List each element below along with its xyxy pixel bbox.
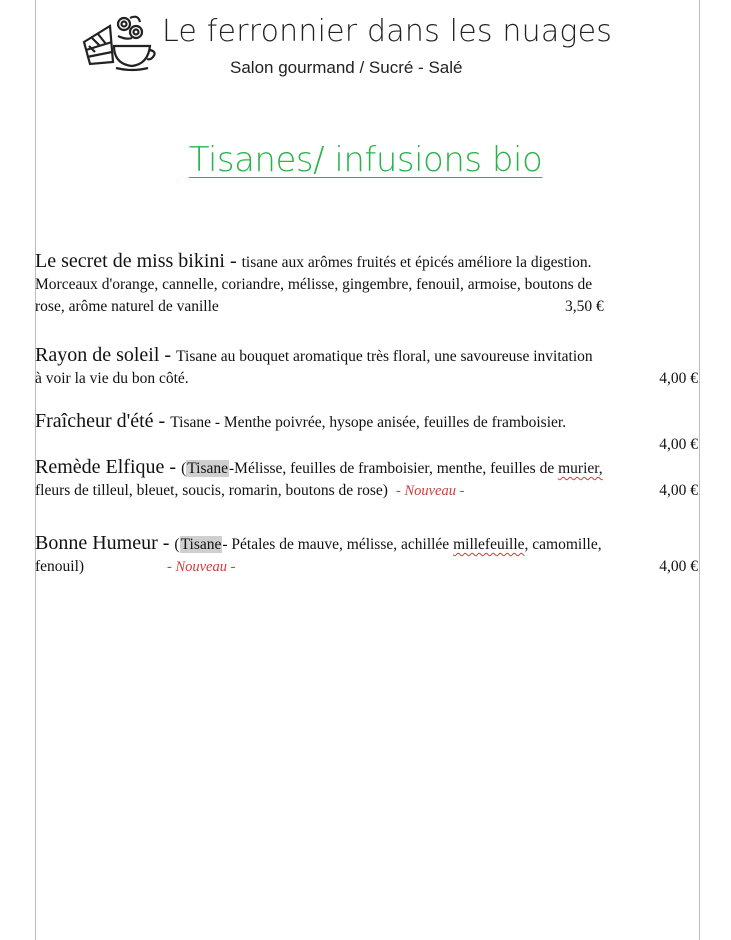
tagline: Salon gourmand / Sucré - Salé	[230, 58, 463, 77]
item-name: Le secret de miss bikini -	[35, 250, 242, 272]
paren: (	[181, 460, 187, 477]
item-description: - Pétales de mauve, mélisse, achillée	[222, 536, 454, 553]
item-price: 4,00 €	[659, 436, 698, 453]
item-type: Tisane	[187, 460, 229, 477]
item-type: Tisane	[180, 536, 222, 553]
brand-name: Le ferronnier dans les nuages	[162, 14, 613, 49]
item-name: Fraîcheur d'été -	[35, 410, 171, 432]
paren: (	[174, 536, 180, 553]
item-description: tisane aux arômes fruités et épicés améliore la digestion.	[241, 254, 592, 271]
item-price: 4,00 €	[659, 482, 698, 499]
misspelled-word: murier,	[558, 460, 603, 477]
item-price: 4,00 €	[659, 558, 698, 575]
item-description: Tisane - Menthe poivrée, hysope anisée, feuilles de framboisier.	[170, 414, 567, 431]
item-price: 3,50 €	[565, 298, 604, 315]
new-badge: - Nouveau -	[395, 483, 465, 499]
section-title: Tisanes/ infusions bio	[188, 140, 543, 180]
item-price: 4,00 €	[659, 370, 698, 387]
menu-item	[35, 456, 698, 502]
item-description: fleurs de tilleul, bleuet, soucis, romarin, boutons de rose)	[35, 482, 388, 499]
menu-item	[35, 344, 698, 390]
item-name: Bonne Humeur -	[35, 532, 175, 554]
new-badge: - Nouveau -	[167, 559, 236, 575]
teapot-cake-logo-icon	[80, 12, 156, 74]
item-description: , camomille,	[524, 536, 602, 553]
header	[80, 12, 620, 82]
item-description: Morceaux d'orange, cannelle, coriandre, mélisse, gingembre, fenouil, armoise, boutons de	[35, 276, 593, 293]
item-description: à voir la vie du bon côté.	[35, 370, 189, 387]
menu-item	[35, 410, 698, 456]
misspelled-word: millefeuille	[453, 536, 525, 553]
item-description: fenouil)	[35, 558, 85, 575]
menu-item	[35, 250, 698, 318]
menu-item	[35, 532, 698, 578]
item-description: -Mélisse, feuilles de framboisier, menthe, feuilles de	[229, 460, 559, 477]
item-name: Remède Elfique -	[35, 456, 182, 478]
item-description: rose, arôme naturel de vanille	[35, 298, 219, 315]
item-name: Rayon de soleil -	[35, 344, 177, 366]
item-description: Tisane au bouquet aromatique très floral, une savoureuse invitation	[176, 348, 593, 365]
